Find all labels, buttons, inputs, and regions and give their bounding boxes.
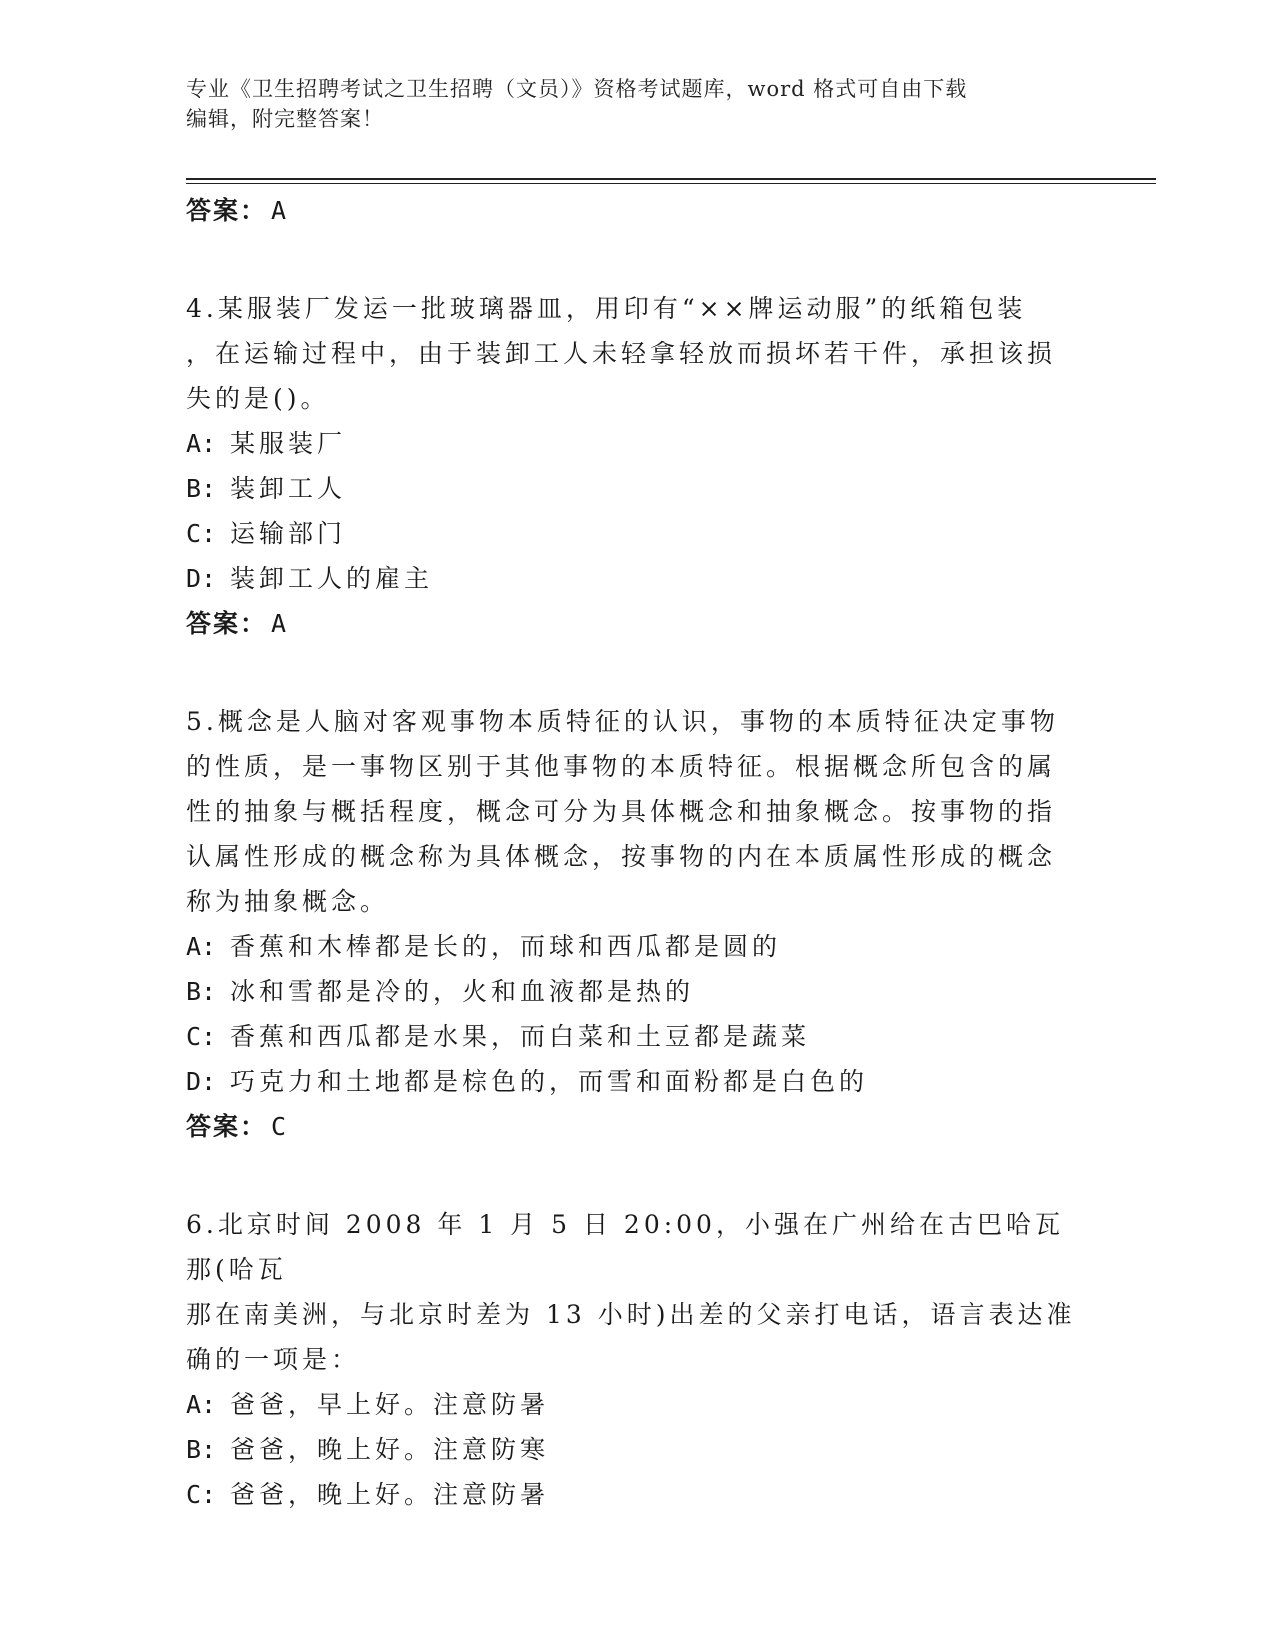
question-5 bbox=[186, 699, 1086, 1148]
option-key: C: bbox=[186, 1022, 217, 1051]
question-6 bbox=[186, 1202, 1086, 1517]
question-stem-line: 称为抽象概念。 bbox=[186, 887, 390, 916]
option-c bbox=[186, 1472, 1086, 1517]
answer-label: 答案： bbox=[186, 1112, 268, 1141]
option-b bbox=[186, 466, 1086, 511]
option-text: 某服装厂 bbox=[230, 429, 347, 458]
answer-value: A bbox=[271, 609, 289, 638]
question-answer bbox=[186, 603, 1086, 645]
question-stem-line: 4.某服装厂发运一批玻璃器皿，用印有“××牌运动服”的纸箱包装 bbox=[186, 294, 1027, 323]
question-stem-line: 6.北京时间 2008 年 1 月 5 日 20:00，小强在广州给在古巴哈瓦那(哈瓦 bbox=[186, 1210, 1064, 1284]
answer-label: 答案： bbox=[186, 609, 268, 638]
option-key: D: bbox=[186, 564, 217, 593]
option-text: 装卸工人的雇主 bbox=[230, 564, 434, 593]
header-line-1: 专业《卫生招聘考试之卫生招聘（文员）》资格考试题库，word 格式可自由下载 bbox=[186, 77, 968, 101]
option-text: 香蕉和西瓜都是水果，而白菜和土豆都是蔬菜 bbox=[230, 1022, 811, 1051]
page-content bbox=[186, 190, 1086, 1517]
question-stem-line: 确的一项是： bbox=[186, 1345, 361, 1374]
option-key: C: bbox=[186, 519, 217, 548]
header-divider-thin bbox=[186, 183, 1156, 184]
option-key: B: bbox=[186, 977, 217, 1006]
question-4 bbox=[186, 286, 1086, 645]
answer-value: A bbox=[271, 196, 289, 225]
option-text: 巧克力和土地都是棕色的，而雪和面粉都是白色的 bbox=[230, 1067, 869, 1096]
option-b bbox=[186, 1427, 1086, 1472]
option-a bbox=[186, 1382, 1086, 1427]
option-b bbox=[186, 969, 1086, 1014]
option-key: A: bbox=[186, 429, 217, 458]
option-text: 香蕉和木棒都是长的，而球和西瓜都是圆的 bbox=[230, 932, 782, 961]
header-line-2: 编辑，附完整答案！ bbox=[186, 107, 384, 131]
answer-label: 答案： bbox=[186, 196, 268, 225]
option-text: 爸爸，晚上好。注意防寒 bbox=[230, 1435, 550, 1464]
option-text: 冰和雪都是冷的，火和血液都是热的 bbox=[230, 977, 695, 1006]
question-stem-line: 的性质，是一事物区别于其他事物的本质特征。根据概念所包含的属 bbox=[186, 752, 1057, 781]
option-key: C: bbox=[186, 1480, 217, 1509]
question-stem-line: 那在南美洲，与北京时差为 13 小时)出差的父亲打电话，语言表达准 bbox=[186, 1300, 1076, 1329]
option-c bbox=[186, 1014, 1086, 1059]
page-header bbox=[186, 74, 1066, 134]
option-text: 装卸工人 bbox=[230, 474, 347, 503]
option-text: 爸爸，晚上好。注意防暑 bbox=[230, 1480, 550, 1509]
question-stem-line: ，在运输过程中，由于装卸工人未轻拿轻放而损坏若干件，承担该损 bbox=[186, 339, 1057, 368]
option-c bbox=[186, 511, 1086, 556]
question-answer bbox=[186, 1106, 1086, 1148]
option-text: 爸爸，早上好。注意防暑 bbox=[230, 1390, 550, 1419]
option-a bbox=[186, 924, 1086, 969]
question-stem-line: 性的抽象与概括程度，概念可分为具体概念和抽象概念。按事物的指 bbox=[186, 797, 1057, 826]
option-key: B: bbox=[186, 474, 217, 503]
answer-value: C bbox=[271, 1112, 289, 1141]
question-stem-line: 认属性形成的概念称为具体概念，按事物的内在本质属性形成的概念 bbox=[186, 842, 1057, 871]
option-a bbox=[186, 421, 1086, 466]
option-key: A: bbox=[186, 1390, 217, 1419]
option-key: D: bbox=[186, 1067, 217, 1096]
option-key: B: bbox=[186, 1435, 217, 1464]
question-stem-line: 5.概念是人脑对客观事物本质特征的认识，事物的本质特征决定事物 bbox=[186, 707, 1059, 736]
option-key: A: bbox=[186, 932, 217, 961]
previous-question-answer bbox=[186, 190, 1086, 232]
question-stem-line: 失的是()。 bbox=[186, 384, 330, 413]
option-d bbox=[186, 556, 1086, 601]
header-divider-thick bbox=[186, 178, 1156, 180]
option-text: 运输部门 bbox=[230, 519, 347, 548]
option-d bbox=[186, 1059, 1086, 1104]
